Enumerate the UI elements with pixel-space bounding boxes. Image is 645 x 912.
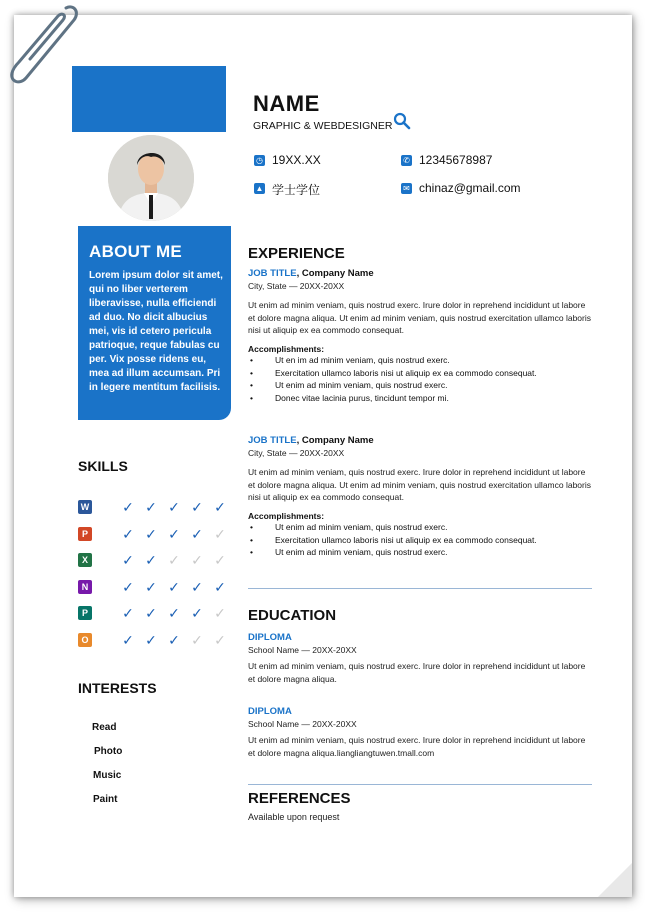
accomplishments-label: Accomplishments: — [248, 510, 325, 521]
skill-rating — [120, 606, 228, 620]
interests-title: INTERESTS — [78, 680, 157, 696]
check-empty-icon: ✓ — [191, 552, 203, 569]
portrait-photo — [108, 135, 194, 221]
check-filled-icon: ✓ — [168, 499, 180, 515]
job-entry — [248, 268, 593, 405]
check-filled-icon: ✓ — [168, 578, 180, 595]
school-name: School Name — 20XX-20XX — [248, 719, 357, 729]
check-filled-icon: ✓ — [122, 578, 134, 595]
check-filled-icon: ✓ — [145, 632, 157, 648]
outlook-icon: O — [78, 633, 92, 647]
education-entry — [248, 632, 593, 685]
phone-icon: ✆ — [401, 155, 412, 166]
accomplishments-list — [248, 354, 593, 405]
company-name: , Company Name — [296, 268, 374, 279]
check-filled-icon: ✓ — [145, 525, 157, 542]
interest-item: Music — [93, 770, 122, 781]
list-item: • Ut enim ad minim veniam, quis nostrud exerc. — [248, 546, 593, 559]
accomplishments-list — [248, 521, 593, 559]
check-filled-icon: ✓ — [191, 605, 203, 622]
check-empty-icon: ✓ — [168, 552, 180, 569]
contact-phone: 12345678987 — [419, 153, 493, 167]
skill-rating — [120, 527, 228, 541]
accomplishments-label: Accomplishments: — [248, 343, 325, 354]
check-filled-icon: ✓ — [122, 605, 134, 622]
check-filled-icon: ✓ — [168, 632, 180, 648]
education-description: Ut enim ad minim veniam, quis nostrud exerc. Irure dolor in reprehend incididunt ut labore et dolore magna aliqua.liangliangtuwen.tmall.com — [248, 735, 586, 758]
education-description: Ut enim ad minim veniam, quis nostrud exerc. Irure dolor in reprehend incididunt ut labore et dolore magna aliqua. — [248, 661, 586, 684]
skill-rating — [120, 633, 228, 647]
job-location: City, State — 20XX-20XX — [248, 281, 345, 291]
skill-row — [78, 500, 228, 514]
job-location: City, State — 20XX-20XX — [248, 448, 345, 458]
check-filled-icon: ✓ — [168, 525, 180, 542]
job-description: Ut enim ad minim veniam, quis nostrud exerc. Irure dolor in reprehend incididunt ut labore et dolore magna aliqua. Ut enim ad minim veniam, quis nostrud exercitation ullamco laboris nisi ut aliquip ex ea commodo consequat. — [248, 300, 592, 336]
skill-row — [78, 580, 228, 594]
check-filled-icon: ✓ — [168, 605, 180, 622]
skills-title: SKILLS — [78, 458, 128, 474]
search-icon — [393, 112, 411, 130]
school-name: School Name — 20XX-20XX — [248, 645, 357, 655]
paperclip-icon — [4, 2, 82, 88]
onenote-icon: N — [78, 580, 92, 594]
check-empty-icon: ✓ — [214, 632, 226, 648]
interest-item: Paint — [93, 794, 118, 805]
word-icon: W — [78, 500, 92, 514]
section-divider — [248, 784, 592, 785]
job-description: Ut enim ad minim veniam, quis nostrud exerc. Irure dolor in reprehend incididunt ut labore et dolore magna aliqua. Ut enim ad minim veniam, quis nostrud exercitation ullamco laboris nisi ut aliquip ex ea commodo consequat. — [248, 467, 592, 503]
list-item: • Ut enim ad minim veniam, quis nostrud exerc. — [248, 521, 593, 534]
skill-rating — [120, 553, 228, 567]
skill-row — [78, 606, 228, 620]
references-title: REFERENCES — [248, 790, 351, 807]
list-item: • Exercitation ullamco laboris nisi ut aliquip ex ea commodo consequat. — [248, 534, 593, 547]
skill-row — [78, 553, 228, 567]
skill-rating — [120, 500, 228, 514]
job-subtitle: GRAPHIC & WEBDESIGNER — [253, 120, 393, 132]
job-entry — [248, 435, 593, 559]
check-filled-icon: ✓ — [214, 499, 226, 515]
list-item: • Ut en im ad minim veniam, quis nostrud exerc. — [248, 354, 593, 367]
check-filled-icon: ✓ — [122, 632, 134, 648]
check-filled-icon: ✓ — [191, 499, 203, 515]
references-text: Available upon request — [248, 812, 340, 822]
about-text: Lorem ipsum dolor sit amet, qui no liber verterem liberavisse, nulla efficiendi ad duo. No dicit albucius mei, vis id cetero pericula patrioque, reque fabulas cu per. Vix posse ridens eu, mea ad illum accumsan. Pri in legere mentitum facilisis. — [89, 270, 223, 393]
interest-item: Photo — [94, 746, 123, 757]
page-curl — [598, 863, 632, 897]
check-empty-icon: ✓ — [214, 605, 226, 622]
publisher-icon: P — [78, 606, 92, 620]
degree-title: DIPLOMA — [248, 632, 292, 643]
avatar — [108, 135, 194, 221]
check-empty-icon: ✓ — [214, 525, 226, 542]
check-filled-icon: ✓ — [145, 578, 157, 595]
skill-rating — [120, 580, 228, 594]
mail-icon: ✉ — [401, 183, 412, 194]
degree-title: DIPLOMA — [248, 706, 292, 717]
job-title: JOB TITLE — [248, 268, 297, 279]
header-accent-bar — [72, 66, 226, 132]
check-filled-icon: ✓ — [145, 605, 157, 622]
clock-icon: ◷ — [254, 155, 265, 166]
list-item: • Exercitation ullamco laboris nisi ut aliquip ex ea commodo consequat. — [248, 367, 593, 380]
list-item: • Donec vitae lacinia purus, tincidunt tempor mi. — [248, 392, 593, 405]
excel-icon: X — [78, 553, 92, 567]
list-item: • Ut enim ad minim veniam, quis nostrud exerc. — [248, 379, 593, 392]
check-filled-icon: ✓ — [145, 499, 157, 515]
check-filled-icon: ✓ — [191, 578, 203, 595]
powerpoint-icon: P — [78, 527, 92, 541]
experience-title: EXPERIENCE — [248, 245, 345, 262]
about-title: ABOUT ME — [89, 242, 183, 261]
check-filled-icon: ✓ — [191, 525, 203, 542]
contact-email: chinaz@gmail.com — [419, 181, 521, 195]
skill-row — [78, 527, 228, 541]
check-empty-icon: ✓ — [214, 552, 226, 569]
contact-birthdate: 19XX.XX — [272, 153, 321, 167]
education-title: EDUCATION — [248, 607, 337, 624]
interest-item: Read — [92, 722, 117, 733]
section-divider — [248, 588, 592, 589]
skill-row — [78, 633, 228, 647]
about-me-panel — [78, 226, 231, 420]
contact-degree: 学士学位 — [272, 183, 321, 197]
check-filled-icon: ✓ — [145, 552, 157, 569]
person-name: NAME — [253, 91, 320, 116]
check-filled-icon: ✓ — [122, 525, 134, 542]
check-filled-icon: ✓ — [122, 552, 134, 569]
check-filled-icon: ✓ — [214, 578, 226, 595]
graduation-cap-icon: ▲ — [255, 184, 264, 193]
education-entry — [248, 706, 593, 759]
job-title: JOB TITLE — [248, 435, 297, 446]
check-filled-icon: ✓ — [122, 499, 134, 515]
company-name: , Company Name — [296, 435, 374, 446]
check-empty-icon: ✓ — [191, 632, 203, 648]
